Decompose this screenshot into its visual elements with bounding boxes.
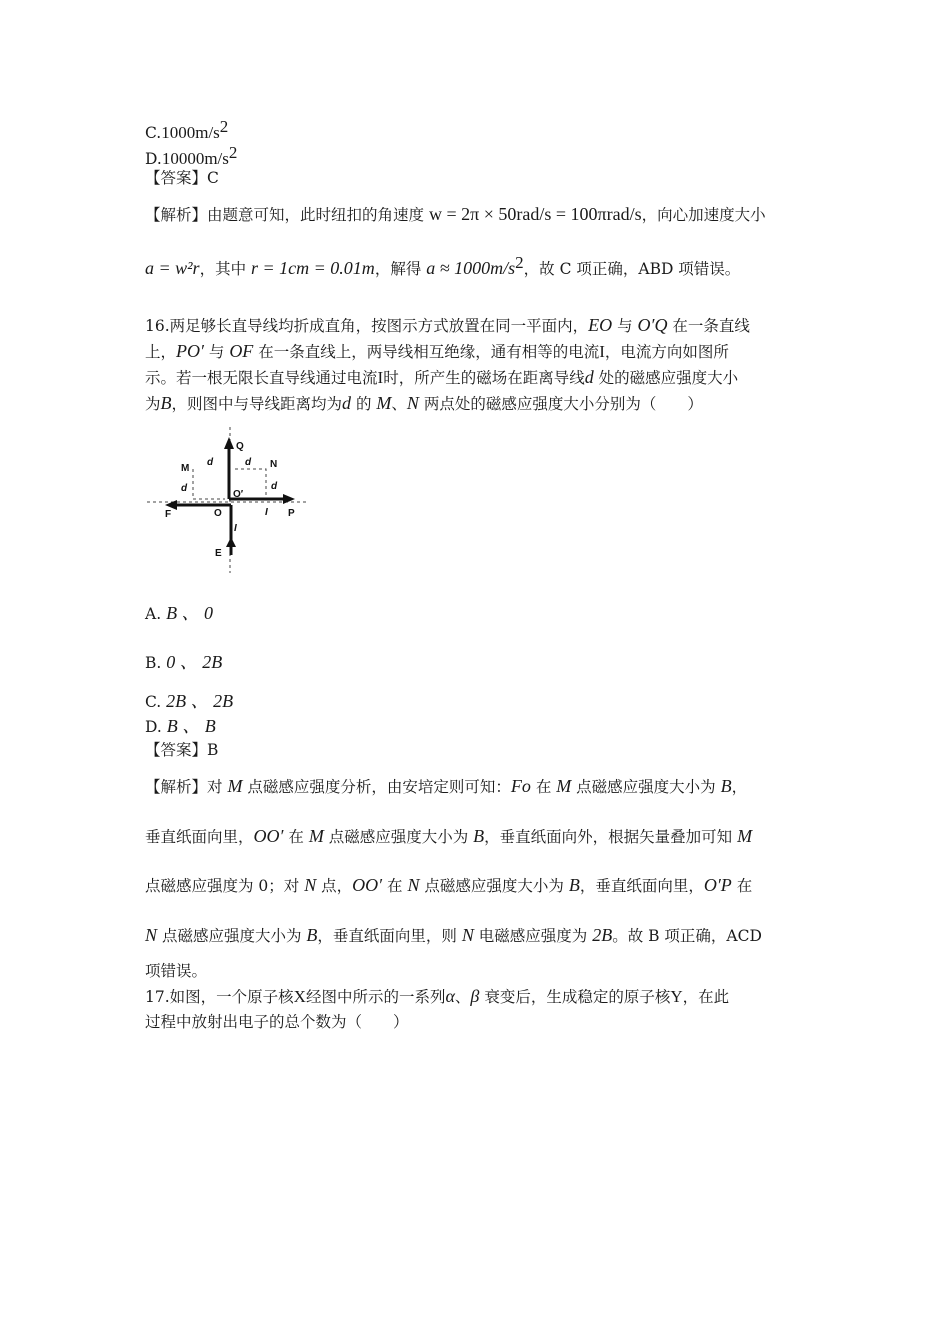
q16-wire-figure bbox=[145, 425, 310, 575]
q17-stem-line-1: 17.如图，一个原子核X经图中所示的一系列α、β 衰变后，生成稳定的原子核Y，在此 bbox=[145, 986, 730, 1006]
label-o-prime: O′ bbox=[233, 489, 244, 500]
label-i-horizontal: I bbox=[265, 507, 268, 518]
label-p: P bbox=[288, 508, 295, 519]
arrow-up-e-icon bbox=[226, 537, 236, 547]
q17-stem-line-2: 过程中放射出电子的总个数为（ ） bbox=[145, 1013, 409, 1031]
label-d-top-right: d bbox=[245, 457, 252, 468]
q16-analysis-line-3: 点磁感应强度为 0；对 N 点，OO′ 在 N 点磁感应强度大小为 B，垂直纸面向里，O′P 在 bbox=[145, 875, 753, 895]
label-m: M bbox=[181, 463, 190, 474]
q16-analysis-line-5: 项错误。 bbox=[145, 962, 208, 980]
q16-analysis-line-4: N 点磁感应强度大小为 B，垂直纸面向里，则 N 电磁感应强度为 2B。故 B 项正确，ACD bbox=[145, 925, 762, 945]
q16-analysis-line-1: 【解析】对 M 点磁感应强度分析，由安培定则可知：Fo 在 M 点磁感应强度大小为 B， bbox=[145, 776, 748, 796]
q15-analysis-line-2: a = w²r，其中 r = 1cm = 0.01m，解得 $a \approx 1000m/s^2$，故 C 项正确，ABD 项错误。 bbox=[145, 253, 741, 279]
q16-stem-line-4: 为B，则图中与导线距离均为d 的 M、N 两点处的磁感应强度大小分别为（ ） bbox=[145, 393, 703, 413]
label-d-right: d bbox=[271, 481, 278, 492]
label-e: E bbox=[215, 548, 222, 559]
label-o: O bbox=[214, 508, 222, 519]
q16-analysis-line-2: 垂直纸面向里，OO′ 在 M 点磁感应强度大小为 B，垂直纸面向外，根据矢量叠加可知 M bbox=[145, 826, 753, 846]
label-d-top-left: d bbox=[207, 457, 214, 468]
q15-answer: 【答案】C bbox=[145, 169, 219, 187]
label-n: N bbox=[270, 459, 278, 470]
q16-stem-line-1: 16.两足够长直导线均折成直角，按图示方式放置在同一平面内，EO 与 O′Q 在一条直线 bbox=[145, 315, 750, 335]
label-d-left: d bbox=[181, 483, 188, 494]
q16-option-c: C. 2B 、 2B bbox=[145, 691, 234, 711]
q15-analysis-line-1: 【解析】由题意可知，此时纽扣的角速度 w = 2π × 50rad/s = 100πrad/s，向心加速度大小 bbox=[145, 204, 766, 224]
q16-stem-line-3: 示。若一根无限长直导线通过电流I时，所产生的磁场在距离导线d 处的磁感应强度大小 bbox=[145, 367, 739, 387]
q16-answer: 【答案】B bbox=[145, 741, 219, 759]
arrow-up-q-icon bbox=[224, 437, 234, 449]
point-m-guide bbox=[193, 469, 225, 499]
q15-option-d: $D.10000m/s^2$ bbox=[145, 143, 238, 169]
q16-stem-line-2: 上，PO′ 与 OF 在一条直线上，两导线相互绝缘，通有相等的电流I，电流方向如图所 bbox=[145, 341, 729, 361]
q16-option-d: D. B 、 B bbox=[145, 716, 216, 736]
label-f: F bbox=[165, 509, 172, 520]
q16-option-b: B. 0 、 2B bbox=[145, 652, 223, 672]
label-i-vertical: I bbox=[234, 523, 237, 534]
q15-option-c: $C.1000m/s^2$ bbox=[145, 117, 229, 143]
q16-option-a: A. B 、 0 bbox=[145, 603, 214, 623]
label-q: Q bbox=[236, 441, 244, 452]
